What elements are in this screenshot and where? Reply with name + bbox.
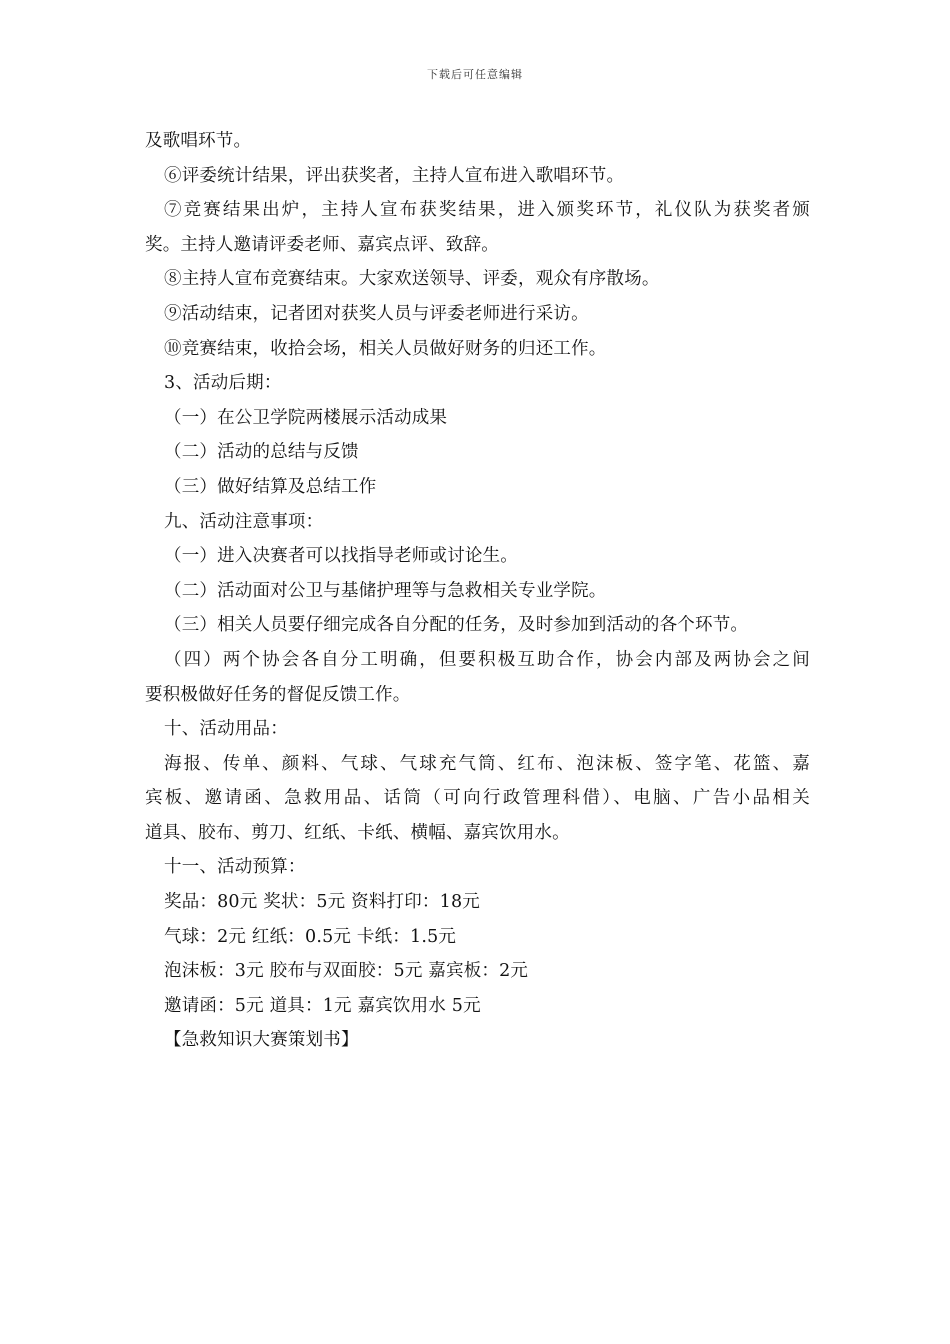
section-heading: 十、活动用品： xyxy=(164,719,288,740)
text-line: （一）在公卫学院两楼展示活动成果 xyxy=(164,407,448,428)
budget-line: 邀请函：5元 道具：1元 嘉宾饮用水 5元 xyxy=(164,995,481,1016)
text-line: （二）活动面对公卫与基储护理等与急救相关专业学院。 xyxy=(164,580,607,601)
text-line: ⑦竞赛结果出炉，主持人宣布获奖结果，进入颁奖环节，礼仪队为获奖者颁 xyxy=(164,200,810,221)
text-line: （三）做好结算及总结工作 xyxy=(164,476,377,497)
text-line: 及歌唱环节。 xyxy=(145,131,252,151)
text-line: （二）活动的总结与反馈 xyxy=(164,442,359,463)
budget-line: 气球：2元 红纸：0.5元 卡纸：1.5元 xyxy=(164,926,457,947)
text-line: ⑩竞赛结束，收拾会场，相关人员做好财务的归还工作。 xyxy=(164,338,607,359)
text-line: 道具、胶布、剪刀、红纸、卡纸、横幅、嘉宾饮用水。 xyxy=(145,822,570,843)
section-heading: 九、活动注意事项： xyxy=(164,511,324,532)
document-title-footer: 【急救知识大赛策划书】 xyxy=(164,1030,359,1051)
text-line: 要积极做好任务的督促反馈工作。 xyxy=(145,684,411,705)
text-line: （四）两个协会各自分工明确，但要积极互助合作，协会内部及两协会之间 xyxy=(164,649,810,670)
page-header: 下载后可任意编辑 xyxy=(427,68,523,81)
section-heading: 十一、活动预算： xyxy=(164,857,306,878)
section-heading: 3、活动后期： xyxy=(164,373,282,394)
document-body xyxy=(145,124,810,1058)
text-line: 宾板、邀请函、急救用品、话筒（可向行政管理科借）、电脑、广告小品相关 xyxy=(145,788,810,809)
text-line: ⑥评委统计结果，评出获奖者，主持人宣布进入歌唱环节。 xyxy=(164,165,625,186)
text-line: （三）相关人员要仔细完成各自分配的任务，及时参加到活动的各个环节。 xyxy=(164,615,749,636)
text-line: ⑧主持人宣布竞赛结束。大家欢送领导、评委，观众有序散场。 xyxy=(164,269,660,290)
budget-line: 奖品：80元 奖状：5元 资料打印：18元 xyxy=(164,892,480,913)
text-line: ⑨活动结束，记者团对获奖人员与评委老师进行采访。 xyxy=(164,303,589,324)
text-line: 海报、传单、颜料、气球、气球充气筒、红布、泡沫板、签字笔、花篮、嘉 xyxy=(164,753,810,774)
text-line: 奖。主持人邀请评委老师、嘉宾点评、致辞。 xyxy=(145,234,499,255)
text-line: （一）进入决赛者可以找指导老师或讨论生。 xyxy=(164,546,518,567)
budget-line: 泡沫板：3元 胶布与双面胶：5元 嘉宾板：2元 xyxy=(164,961,529,982)
